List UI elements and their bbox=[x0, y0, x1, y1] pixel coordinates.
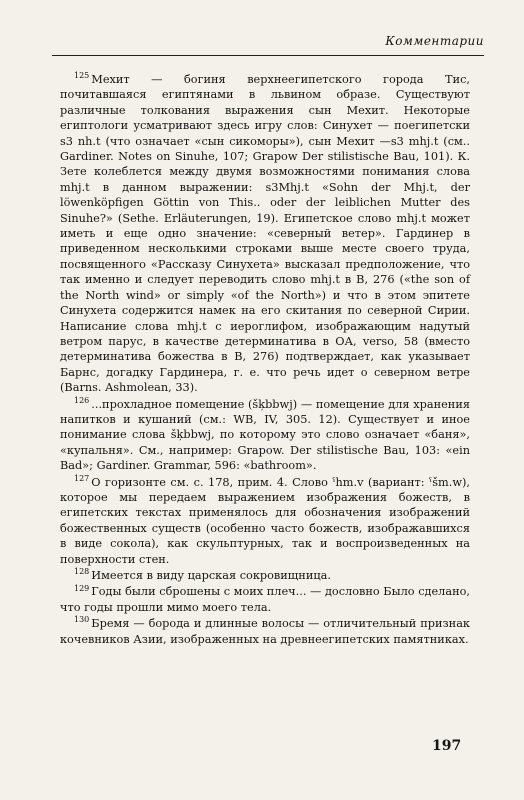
note-126 bbox=[60, 397, 470, 474]
note-text: Годы были сброшены с моих плеч... — дословно Было сделано, что годы прошли мимо моего тела. bbox=[60, 585, 470, 614]
note-text: Мехит — богиня верхнеегипетского города Тис, почитавшаяся египтянами в львином образе. Существуют различные толкования выражения сын Мехит. Некоторые египтологи усматривают здесь игру слов: Синухет — поегипетски s3 nh.t (что означает «сын сикоморы»), сын Мехит —s3 mhj.t (см.. Gardiner. Notes on Sinuhe, 107; Grapow Der stilistische Bau, 101). К. Зете колеблется между двумя возможностями понимания слова mhj.t в данном выражении: s3Mhj.t «Sohn der Mhj.t, der löwenköpfigen Göttin von This.. oder der leiblichen Mutter des Sinuhe?» (Sethe. Erläuterungen, 19). Египетское слово mhj.t может иметь и еще одно значение: «северный ветер». Гардинер в приведенном несколькими строками выше месте своего труда, посвященного «Рассказу Синухета» высказал предположение, что так именно и следует переводить слово mhj.t в B, 276 («the son of the North wind» or simply «of the North») и что в этом эпитете Синухета содержится намек на его скитания по северной Сирии. Написание слова mhj.t с иероглифом, изображающим надутый ветром парус, в качестве детерминатива в ОА, verso, 58 (вместо детерминатива божества в B, 276) подтверждает, как указывает Барнс, догадку Гардинера, г. е. что речь идет о северном ветре (Barns. Ashmolean, 33). bbox=[60, 73, 470, 395]
note-text: ...прохладное помещение (šķbbwj) — помещение для хранения напитков и кушаний (см.: WB, IV, 305. 12). Существует и иное понимание слова šķbbwj, по которому это слово означает «баня», «купальня». См., например: Grapow. Der stilistische Bau, 103: «ein Bad»; Gardiner. Grammar, 596: «bathroom». bbox=[60, 397, 470, 473]
page-number: 197 bbox=[432, 738, 462, 754]
running-header: Комментарии bbox=[385, 34, 484, 48]
note-text: Бремя — борода и длинные волосы — отличительный признак кочевников Азии, изображенных на древнеегипетских памятниках. bbox=[60, 617, 470, 646]
note-number: 127 bbox=[74, 473, 90, 483]
note-number: 129 bbox=[74, 583, 90, 593]
note-128 bbox=[60, 568, 470, 583]
note-text: О горизонте см. с. 178, прим. 4. Слово ˁhm.v (вариант: ˁšm.w), которое мы передаем выражением изображения божеств, в египетских текстах применялось для обозначения изображений божественных существ (особенно часто божеств, изображавшихся в виде сокола), как скульптурных, так и воспроизведенных на поверхности стен. bbox=[60, 475, 470, 566]
note-130 bbox=[60, 616, 470, 647]
note-127 bbox=[60, 475, 470, 567]
note-125 bbox=[60, 72, 470, 396]
note-129 bbox=[60, 584, 470, 615]
note-text: Имеется в виду царская сокровищница. bbox=[91, 569, 331, 582]
note-number: 126 bbox=[74, 395, 90, 405]
note-number: 125 bbox=[74, 71, 90, 81]
notes-body bbox=[60, 72, 470, 648]
header-rule bbox=[52, 55, 484, 56]
note-number: 128 bbox=[74, 567, 90, 577]
note-number: 130 bbox=[74, 615, 90, 625]
